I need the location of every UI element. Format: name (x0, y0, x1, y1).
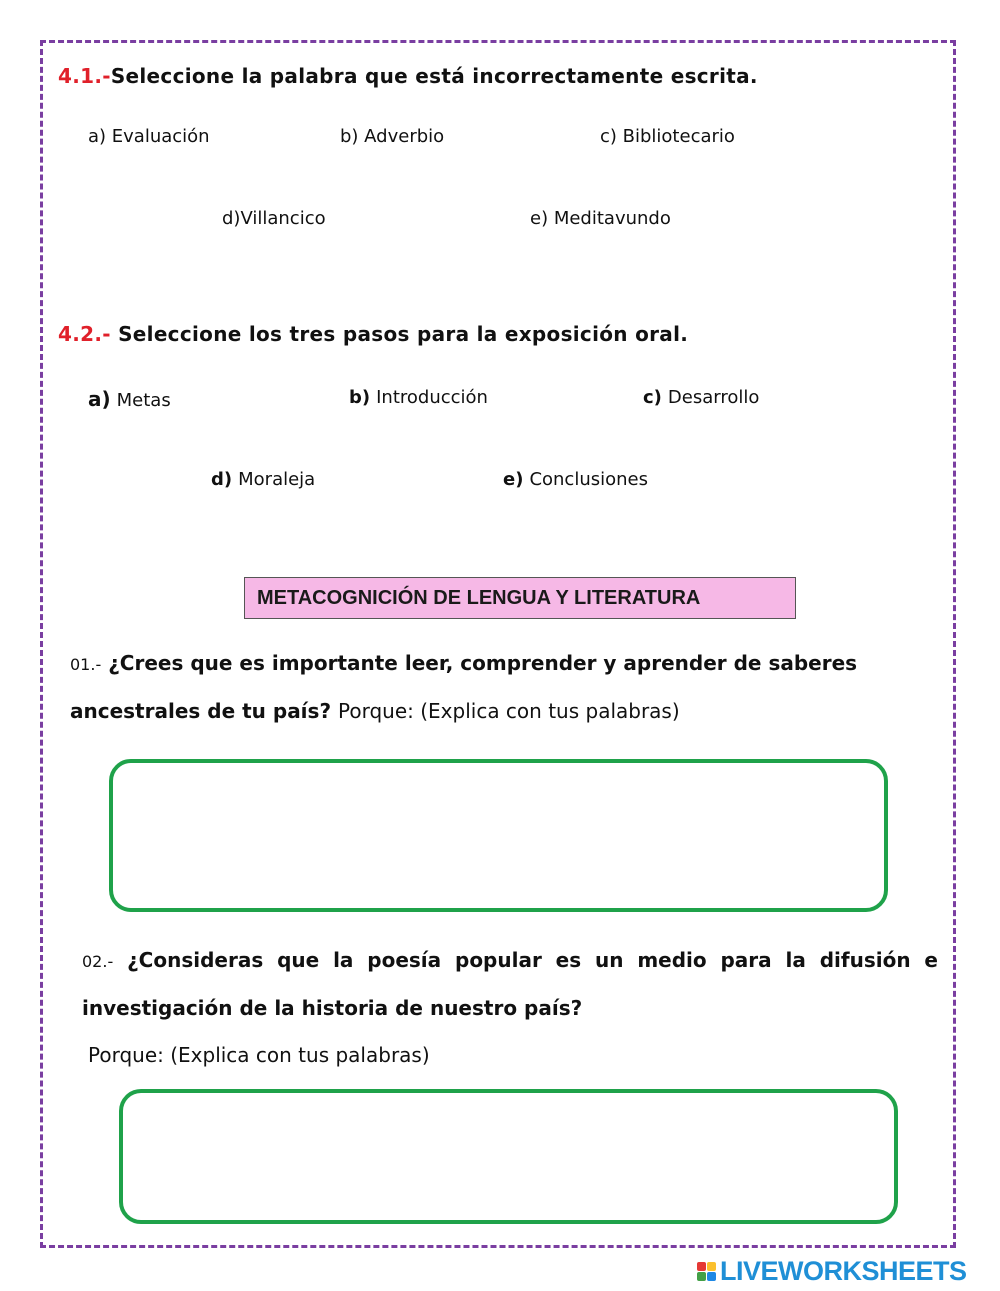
question-02-line1 (82, 948, 938, 972)
question-4-1-title: Seleccione la palabra que está incorrectamente escrita. (110, 64, 758, 88)
question-01-number: 01.- (70, 655, 102, 674)
q42-option-d-letter: d) (211, 469, 233, 490)
question-4-2-number: 4.2.- (58, 322, 111, 346)
question-02-number: 02.- (82, 952, 114, 971)
liveworksheets-brand[interactable] (697, 1256, 967, 1286)
q42-option-c[interactable] (643, 387, 759, 408)
brand-name: LIVEWORKSHEETS (720, 1255, 967, 1286)
question-01-line2 (70, 699, 680, 723)
section-banner: METACOGNICIÓN DE LENGUA Y LITERATURA (244, 577, 796, 619)
question-4-2-title: Seleccione los tres pasos para la exposición oral. (118, 322, 689, 346)
answer-box-02[interactable] (119, 1089, 898, 1224)
q42-option-e[interactable] (503, 469, 648, 490)
q42-option-a-text: Metas (116, 390, 171, 411)
question-02-prompt (88, 1043, 430, 1067)
q42-option-e-letter: e) (503, 469, 524, 490)
question-01-prompt: Porque: (Explica con tus palabras) (338, 699, 680, 723)
q42-option-b-text: Introducción (376, 387, 488, 408)
q41-option-e[interactable]: e) Meditavundo (530, 208, 671, 229)
question-4-2-heading (58, 322, 688, 346)
question-4-1-heading (58, 64, 758, 88)
question-01-text-bold: ancestrales de tu país? (70, 699, 332, 723)
q41-option-a[interactable]: a) Evaluación (88, 126, 210, 147)
question-02-prompt-text: Porque: (Explica con tus palabras) (88, 1043, 430, 1067)
q42-option-a-letter: a) (88, 387, 111, 411)
q42-option-b[interactable] (349, 387, 488, 408)
question-01-text: ¿Crees que es importante leer, comprender y aprender de saberes (108, 651, 858, 675)
question-01-line1 (70, 651, 857, 675)
question-02-text: ¿Consideras que la poesía popular es un medio para la difusión e (127, 948, 938, 972)
question-02-line2: investigación de la historia de nuestro país? (82, 996, 583, 1020)
q42-option-a[interactable] (88, 387, 171, 411)
q42-option-b-letter: b) (349, 387, 371, 408)
q41-option-d[interactable]: d)Villancico (222, 208, 326, 229)
q41-option-b[interactable]: b) Adverbio (340, 126, 445, 147)
q42-option-e-text: Conclusiones (529, 469, 648, 490)
question-4-1-number: 4.1.- (58, 64, 111, 88)
q41-option-c[interactable]: c) Bibliotecario (600, 126, 735, 147)
answer-box-01[interactable] (109, 759, 888, 912)
liveworksheets-logo-icon (697, 1262, 716, 1281)
q42-option-c-letter: c) (643, 387, 662, 408)
q42-option-d-text: Moraleja (238, 469, 316, 490)
q42-option-c-text: Desarrollo (667, 387, 760, 408)
q42-option-d[interactable] (211, 469, 315, 490)
